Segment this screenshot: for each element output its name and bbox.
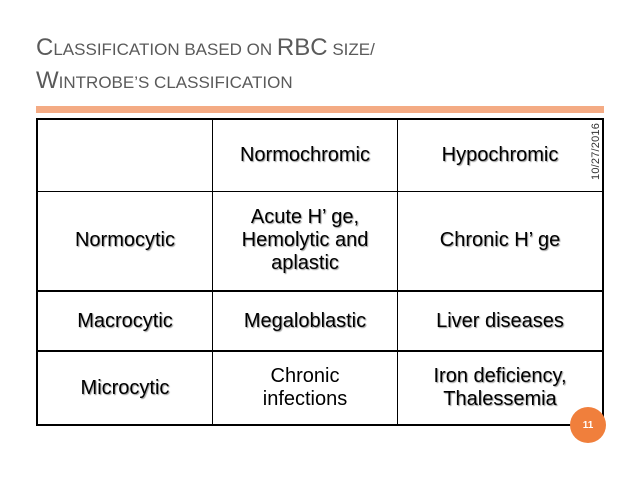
title-rbc: RBC (276, 34, 328, 61)
cell-macrocytic-normochromic (213, 291, 398, 351)
cell-macrocytic-hypochromic (398, 291, 604, 351)
title-initial-c: C (36, 34, 54, 61)
title-underline (36, 106, 604, 113)
cell-line: Megaloblastic (243, 309, 367, 332)
title-text-2: SIZE/ (327, 40, 375, 59)
cell-line: Iron deficiency, (433, 365, 567, 387)
cell-line: infections (262, 388, 348, 410)
row-label-macrocytic: Macrocytic (37, 291, 213, 351)
page-number-badge: 11 (570, 407, 606, 443)
cell-line: Chronic (270, 365, 340, 387)
cell-microcytic-normochromic (213, 351, 398, 425)
cell-line: aplastic (271, 252, 339, 275)
title-text-1: LASSIFICATION BASED ON (53, 40, 277, 59)
table-row (37, 291, 603, 351)
table-header-row (37, 119, 603, 191)
slide-title (36, 32, 576, 98)
row-label-microcytic: Microcytic (37, 351, 213, 425)
cell-line: Liver diseases (436, 309, 564, 332)
cell-line: Chronic H’ ge (439, 229, 561, 252)
title-text-3: INTROBE’S CLASSIFICATION (58, 73, 293, 92)
header-empty-cell (37, 119, 213, 191)
header-normochromic: Normochromic (213, 119, 398, 191)
wintrobe-table (36, 118, 604, 426)
table-row (37, 191, 603, 291)
cell-line: Acute H’ ge, (250, 206, 360, 229)
cell-line: Thalessemia (443, 388, 557, 410)
title-initial-w: W (36, 67, 59, 94)
cell-normocytic-hypochromic (398, 191, 604, 291)
header-hypochromic: Hypochromic (398, 119, 604, 191)
row-label-normocytic: Normocytic (37, 191, 213, 291)
cell-line: Hemolytic and (241, 229, 369, 252)
cell-normocytic-normochromic (213, 191, 398, 291)
slide-date: 10/27/2016 (590, 122, 602, 180)
table-row (37, 351, 603, 425)
